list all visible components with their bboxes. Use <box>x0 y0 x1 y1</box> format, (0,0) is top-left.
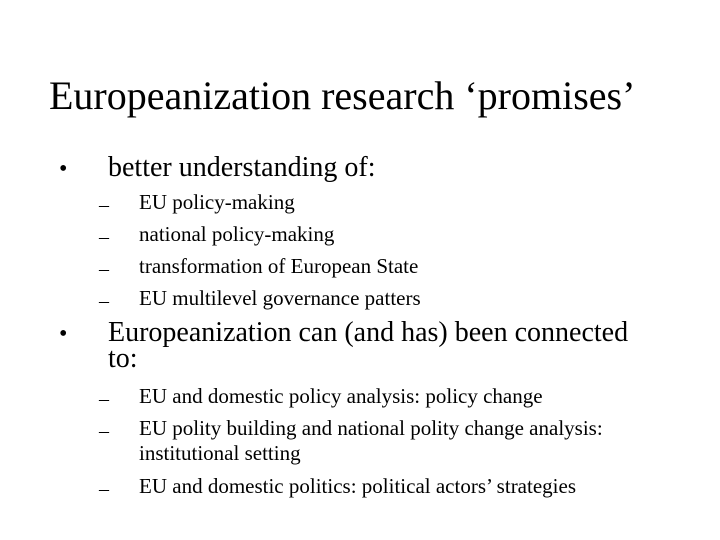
dash-icon: – <box>99 258 109 280</box>
sub-item-text: national policy-making <box>139 222 335 246</box>
sub-item-text: EU policy-making <box>139 190 295 214</box>
sub-item-text: transformation of European State <box>139 254 419 278</box>
dash-icon: – <box>99 194 109 216</box>
slide-title: Europeanization research ‘promises’ <box>49 73 636 118</box>
sub-item-text: EU polity building and national polity change analysis: institutional setting <box>139 416 603 465</box>
bullet-dot-icon: • <box>59 321 68 347</box>
dash-icon: – <box>99 420 109 442</box>
bullet-dot-icon: • <box>59 156 68 182</box>
dash-icon: – <box>99 478 109 500</box>
bullet-text: better understanding of: <box>108 152 376 183</box>
dash-icon: – <box>99 226 109 248</box>
dash-icon: – <box>99 388 109 410</box>
bullet-text: Europeanization can (and has) been connected to: <box>108 317 629 374</box>
sub-item-text: EU and domestic policy analysis: policy change <box>139 384 543 408</box>
sub-item-text: EU multilevel governance patters <box>139 286 421 310</box>
dash-icon: – <box>99 290 109 312</box>
sub-item-text: EU and domestic politics: political actors’ strategies <box>139 474 576 498</box>
